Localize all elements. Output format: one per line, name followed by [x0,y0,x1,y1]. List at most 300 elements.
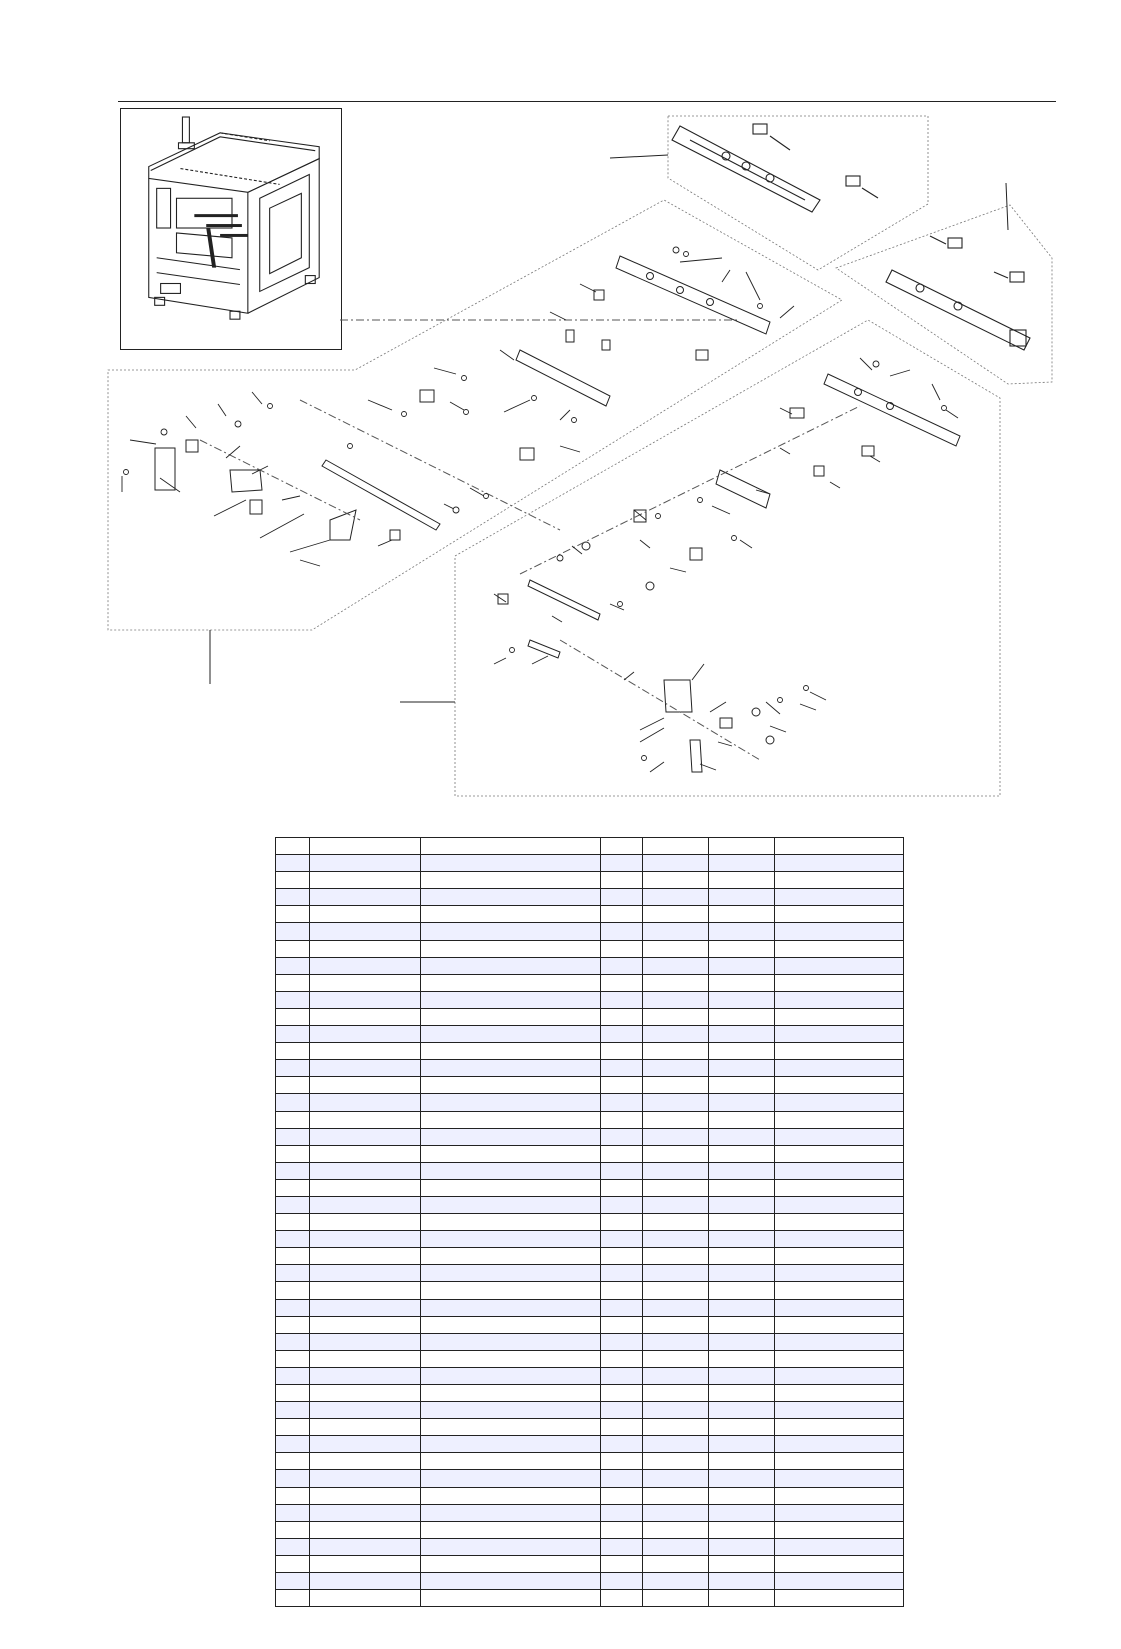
table-row [276,1145,904,1162]
table-cell [643,1504,709,1521]
table-row [276,872,904,889]
table-cell [310,957,421,974]
table-row [276,1214,904,1231]
table-cell [421,1385,601,1402]
table-cell [276,1367,310,1384]
table-cell [775,1487,904,1504]
table-cell [276,940,310,957]
table-cell [601,1521,643,1538]
table-cell [775,1538,904,1555]
table-cell [310,1231,421,1248]
table-cell [775,1196,904,1213]
table-cell [310,940,421,957]
table-cell [601,923,643,940]
table-cell [276,1128,310,1145]
table-cell [421,923,601,940]
table-cell [775,1436,904,1453]
table-cell [601,1555,643,1572]
table-cell [709,1299,775,1316]
table-cell [643,1436,709,1453]
table-cell [709,1504,775,1521]
table-cell [310,906,421,923]
table-cell [601,1282,643,1299]
table-row [276,1077,904,1094]
table-cell [643,1419,709,1436]
table-cell [421,872,601,889]
table-cell [775,838,904,855]
table-cell [709,1590,775,1607]
table-cell [310,991,421,1008]
table-row [276,1538,904,1555]
table-cell [421,974,601,991]
table-cell [276,1470,310,1487]
table-cell [421,1590,601,1607]
table-cell [310,1094,421,1111]
table-row [276,957,904,974]
table-cell [421,1367,601,1384]
table-row [276,1060,904,1077]
table-cell [643,1555,709,1572]
table-cell [643,1316,709,1333]
table-cell [709,1145,775,1162]
table-cell [709,1419,775,1436]
table-cell [421,1487,601,1504]
table-cell [601,1179,643,1196]
table-row [276,1008,904,1025]
table-cell [643,872,709,889]
table-cell [601,957,643,974]
table-cell [643,1538,709,1555]
table-cell [310,1504,421,1521]
table-cell [276,974,310,991]
table-cell [421,1573,601,1590]
table-cell [601,974,643,991]
parts-list [275,837,903,1607]
table-cell [310,1265,421,1282]
table-cell [775,1419,904,1436]
table-cell [601,1453,643,1470]
table-cell [310,923,421,940]
table-cell [709,1231,775,1248]
table-cell [709,1008,775,1025]
table-cell [601,1214,643,1231]
table-cell [601,1111,643,1128]
table-cell [775,1231,904,1248]
table-cell [709,906,775,923]
table-cell [310,889,421,906]
table-cell [310,1436,421,1453]
table-cell [709,1265,775,1282]
table-cell [276,1282,310,1299]
table-cell [276,838,310,855]
table-cell [276,1179,310,1196]
table-row [276,1453,904,1470]
table-cell [421,1128,601,1145]
table-cell [276,1316,310,1333]
table-cell [643,1487,709,1504]
table-row [276,1419,904,1436]
table-cell [276,1111,310,1128]
table-cell [421,889,601,906]
table-cell [421,906,601,923]
table-cell [643,1453,709,1470]
table-row [276,1128,904,1145]
table-cell [601,855,643,872]
table-cell [709,1248,775,1265]
table-cell [601,1299,643,1316]
table-cell [276,872,310,889]
table-cell [421,991,601,1008]
table-row [276,1265,904,1282]
table-cell [310,1196,421,1213]
table-cell [709,1402,775,1419]
table-row [276,1470,904,1487]
table-cell [310,872,421,889]
table-cell [709,940,775,957]
table-cell [643,1248,709,1265]
table-cell [421,1094,601,1111]
right-rail-assembly [886,236,1030,350]
table-row [276,838,904,855]
table-cell [310,1128,421,1145]
table-cell [276,1299,310,1316]
table-cell [775,1111,904,1128]
table-cell [276,1590,310,1607]
table-cell [709,1538,775,1555]
table-cell [601,1248,643,1265]
table-cell [643,1162,709,1179]
table-cell [421,1111,601,1128]
table-cell [601,1077,643,1094]
table-cell [276,1231,310,1248]
table-cell [643,1282,709,1299]
table-cell [709,923,775,940]
table-cell [601,1487,643,1504]
table-cell [421,1162,601,1179]
table-cell [775,1402,904,1419]
table-cell [709,1043,775,1060]
table-cell [421,1043,601,1060]
table-cell [421,1504,601,1521]
table-cell [421,1060,601,1077]
parts-list-table [275,837,904,1607]
table-cell [310,1385,421,1402]
table-cell [421,1299,601,1316]
parts-list-body [276,838,904,1607]
table-cell [709,1555,775,1572]
table-cell [643,974,709,991]
table-cell [643,940,709,957]
table-cell [775,1555,904,1572]
left-middle-assembly [155,256,770,540]
table-cell [709,838,775,855]
table-cell [421,1402,601,1419]
table-cell [601,1043,643,1060]
table-row [276,1590,904,1607]
table-cell [709,1436,775,1453]
table-cell [601,1436,643,1453]
table-cell [601,1196,643,1213]
table-cell [310,1145,421,1162]
table-cell [421,1231,601,1248]
table-cell [709,1214,775,1231]
table-cell [709,1282,775,1299]
table-cell [276,1538,310,1555]
table-cell [601,1162,643,1179]
table-cell [276,889,310,906]
table-cell [310,1111,421,1128]
table-row [276,1094,904,1111]
table-cell [276,1043,310,1060]
table-cell [775,1333,904,1350]
fasteners [124,247,947,761]
table-cell [775,940,904,957]
table-cell [310,1214,421,1231]
table-row [276,1231,904,1248]
table-cell [775,889,904,906]
table-cell [775,1077,904,1094]
table-row [276,1504,904,1521]
table-cell [276,1521,310,1538]
table-cell [310,1008,421,1025]
table-cell [775,1350,904,1367]
table-cell [276,1419,310,1436]
table-cell [310,1077,421,1094]
table-cell [276,855,310,872]
table-cell [310,1060,421,1077]
table-row [276,923,904,940]
table-cell [709,855,775,872]
table-cell [643,1521,709,1538]
table-cell [310,1453,421,1470]
table-cell [310,1162,421,1179]
table-cell [276,1385,310,1402]
table-cell [601,1350,643,1367]
table-row [276,855,904,872]
table-cell [421,1350,601,1367]
callout-ticks [122,258,958,772]
table-cell [601,1265,643,1282]
table-cell [601,1145,643,1162]
table-cell [643,1231,709,1248]
table-cell [709,1026,775,1043]
table-cell [643,1094,709,1111]
table-cell [310,1316,421,1333]
table-cell [775,1094,904,1111]
table-cell [601,1573,643,1590]
table-cell [421,1214,601,1231]
table-cell [421,855,601,872]
table-cell [709,1128,775,1145]
table-cell [310,1333,421,1350]
table-cell [643,991,709,1008]
table-cell [775,957,904,974]
table-cell [775,1043,904,1060]
table-cell [775,1521,904,1538]
table-cell [310,1555,421,1572]
table-cell [276,906,310,923]
table-cell [601,1026,643,1043]
table-cell [709,872,775,889]
table-cell [276,1008,310,1025]
table-cell [310,1350,421,1367]
table-cell [310,1470,421,1487]
table-cell [709,1333,775,1350]
table-cell [601,872,643,889]
table-cell [276,1060,310,1077]
table-cell [601,1060,643,1077]
table-row [276,1179,904,1196]
table-cell [421,957,601,974]
table-cell [601,1538,643,1555]
table-cell [276,1214,310,1231]
table-cell [775,1367,904,1384]
table-cell [775,1282,904,1299]
table-cell [601,1590,643,1607]
leader-lines [210,155,1008,702]
table-cell [709,1385,775,1402]
table-cell [310,1026,421,1043]
table-cell [276,923,310,940]
table-row [276,1248,904,1265]
table-cell [709,1521,775,1538]
table-cell [601,1385,643,1402]
table-row [276,1350,904,1367]
table-row [276,906,904,923]
table-cell [310,838,421,855]
table-cell [276,1350,310,1367]
table-cell [775,1265,904,1282]
table-cell [276,1162,310,1179]
table-cell [601,1470,643,1487]
table-cell [310,1487,421,1504]
table-cell [775,906,904,923]
table-cell [709,1094,775,1111]
table-cell [775,1573,904,1590]
table-cell [421,1077,601,1094]
table-cell [276,1402,310,1419]
table-cell [775,1145,904,1162]
table-cell [709,974,775,991]
table-cell [643,1402,709,1419]
table-row [276,1043,904,1060]
table-cell [643,1333,709,1350]
table-cell [601,1094,643,1111]
table-cell [643,1367,709,1384]
table-row [276,1573,904,1590]
table-cell [310,1521,421,1538]
table-cell [643,1265,709,1282]
table-cell [421,1248,601,1265]
table-cell [709,1470,775,1487]
table-cell [310,1402,421,1419]
table-cell [709,1573,775,1590]
table-cell [310,1367,421,1384]
table-cell [421,1521,601,1538]
table-cell [276,1077,310,1094]
table-cell [310,974,421,991]
table-cell [601,1231,643,1248]
table-cell [601,1367,643,1384]
table-cell [421,1145,601,1162]
table-cell [601,889,643,906]
table-cell [775,991,904,1008]
table-cell [775,1060,904,1077]
table-cell [709,1077,775,1094]
table-cell [775,1504,904,1521]
table-cell [775,1128,904,1145]
table-row [276,1111,904,1128]
table-cell [643,1196,709,1213]
table-cell [310,1573,421,1590]
table-cell [421,1436,601,1453]
table-cell [709,1367,775,1384]
table-cell [276,957,310,974]
table-cell [775,1179,904,1196]
table-cell [601,1316,643,1333]
table-cell [276,1453,310,1470]
table-cell [421,1026,601,1043]
table-cell [421,1316,601,1333]
table-cell [775,1162,904,1179]
table-cell [276,1333,310,1350]
table-cell [601,940,643,957]
table-cell [421,1333,601,1350]
table-cell [775,1385,904,1402]
assembly-group-boundaries [108,116,1052,796]
table-cell [276,1436,310,1453]
table-cell [709,991,775,1008]
table-row [276,1487,904,1504]
table-cell [310,1179,421,1196]
table-row [276,1555,904,1572]
table-cell [601,1504,643,1521]
table-row [276,1385,904,1402]
table-cell [601,838,643,855]
table-cell [276,1265,310,1282]
table-cell [775,1453,904,1470]
table-cell [775,1316,904,1333]
table-cell [643,906,709,923]
table-row [276,1026,904,1043]
table-cell [775,1008,904,1025]
table-cell [310,1282,421,1299]
table-cell [709,1316,775,1333]
table-cell [310,1248,421,1265]
table-cell [643,923,709,940]
table-cell [709,1162,775,1179]
table-row [276,940,904,957]
table-cell [643,1043,709,1060]
table-cell [643,1077,709,1094]
table-cell [643,1573,709,1590]
table-cell [310,1043,421,1060]
table-row [276,974,904,991]
table-row [276,1196,904,1213]
table-cell [310,1590,421,1607]
table-cell [276,1196,310,1213]
table-row [276,1316,904,1333]
table-cell [643,1145,709,1162]
table-cell [421,1453,601,1470]
table-cell [643,1214,709,1231]
table-cell [276,1573,310,1590]
table-cell [643,1590,709,1607]
table-cell [643,1179,709,1196]
table-cell [643,1008,709,1025]
table-row [276,1402,904,1419]
table-cell [310,855,421,872]
